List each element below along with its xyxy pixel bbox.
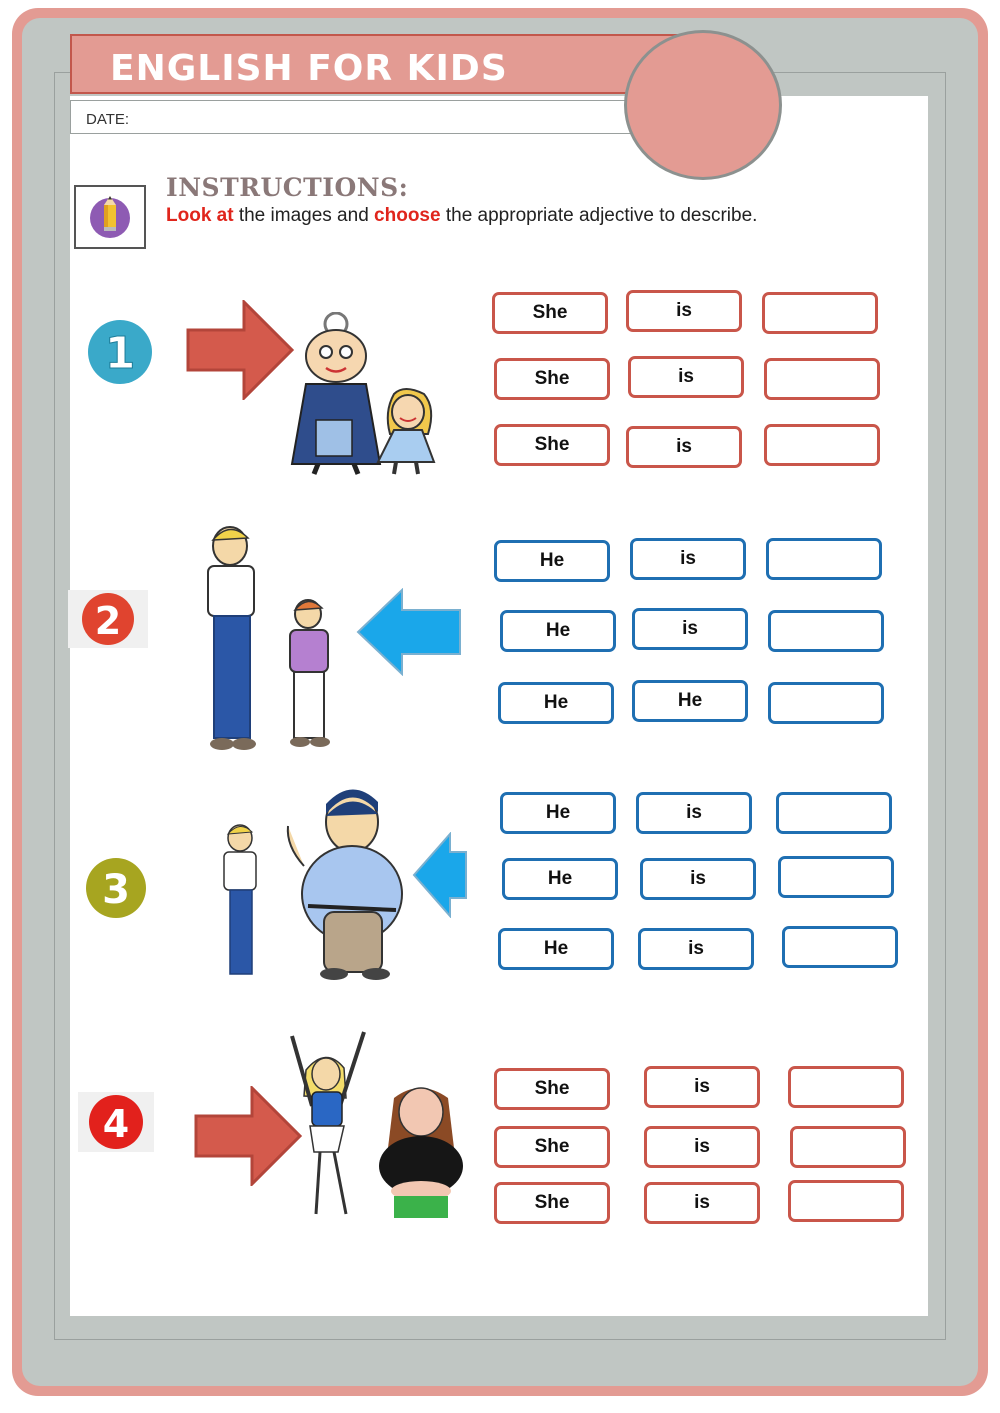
ex3-row3-subject: He <box>498 928 614 970</box>
ex2-row3-verb: He <box>632 680 748 722</box>
ex2-row2-subject: He <box>500 610 616 652</box>
ex2-row1-answer-box[interactable] <box>766 538 882 580</box>
page-title: ENGLISH FOR KIDS <box>110 48 508 89</box>
ex1-row1-verb: is <box>626 290 742 332</box>
ex1-row2-verb: is <box>628 356 744 398</box>
exercise-1-number-icon <box>86 318 154 386</box>
ex4-row3-subject: She <box>494 1182 610 1224</box>
instructions-text <box>166 205 757 227</box>
ex1-row2-answer-box[interactable] <box>764 358 880 400</box>
ex2-row3-subject: He <box>498 682 614 724</box>
ex3-row1-answer-box[interactable] <box>776 792 892 834</box>
ex3-row2-subject: He <box>502 858 618 900</box>
grandma-and-girl-figure <box>290 312 450 480</box>
ex4-row1-subject: She <box>494 1068 610 1110</box>
thin-and-fat-boys-figure <box>212 786 412 986</box>
pencil-icon <box>76 187 144 247</box>
exercise-2-number: 2 <box>94 599 122 643</box>
exercise-1-number: 1 <box>104 328 136 379</box>
instr-part4: the appropriate adjective to describe. <box>440 205 758 226</box>
ex3-row1-verb: is <box>636 792 752 834</box>
ex3-row3-verb: is <box>638 928 754 970</box>
instr-part2: the images and <box>233 205 375 226</box>
ex4-row1-answer-box[interactable] <box>788 1066 904 1108</box>
ex4-row2-verb: is <box>644 1126 760 1168</box>
ex1-row3-verb: is <box>626 426 742 468</box>
exercise-3-number: 3 <box>102 867 130 913</box>
ex1-row3-answer-box[interactable] <box>764 424 880 466</box>
ex2-row1-subject: He <box>494 540 610 582</box>
arrow-left-icon <box>412 832 468 918</box>
instr-look-at: Look at <box>166 205 234 226</box>
date-label: DATE: <box>86 111 130 128</box>
badge-circle <box>624 30 782 180</box>
ex3-row2-verb: is <box>640 858 756 900</box>
ex3-row1-subject: He <box>500 792 616 834</box>
ex2-row2-verb: is <box>632 608 748 650</box>
ex2-row1-verb: is <box>630 538 746 580</box>
ex1-row2-subject: She <box>494 358 610 400</box>
ex1-row3-subject: She <box>494 424 610 466</box>
exercise-2-number-icon <box>68 590 148 648</box>
ex4-row2-subject: She <box>494 1126 610 1168</box>
ex4-row2-answer-box[interactable] <box>790 1126 906 1168</box>
tall-and-short-boys-figure <box>196 522 346 752</box>
exercise-3-number-icon <box>84 856 148 920</box>
pencil-icon-box <box>74 185 146 249</box>
ex3-row3-answer-box[interactable] <box>782 926 898 968</box>
ex4-row1-verb: is <box>644 1066 760 1108</box>
ex2-row2-answer-box[interactable] <box>768 610 884 652</box>
arrow-left-icon <box>356 588 464 676</box>
exercise-4-number-icon <box>78 1092 154 1152</box>
instructions-heading: INSTRUCTIONS: <box>166 173 409 202</box>
instr-choose: choose <box>374 205 441 226</box>
date-field[interactable] <box>70 100 650 134</box>
ex4-row3-answer-box[interactable] <box>788 1180 904 1222</box>
ex1-row1-answer-box[interactable] <box>762 292 878 334</box>
ex3-row2-answer-box[interactable] <box>778 856 894 898</box>
exercise-4-number: 4 <box>102 1102 130 1146</box>
ex4-row3-verb: is <box>644 1182 760 1224</box>
ex1-row1-subject: She <box>492 292 608 334</box>
thin-and-fat-girls-figure <box>284 1026 478 1226</box>
ex2-row3-answer-box[interactable] <box>768 682 884 724</box>
arrow-right-icon <box>186 300 296 400</box>
